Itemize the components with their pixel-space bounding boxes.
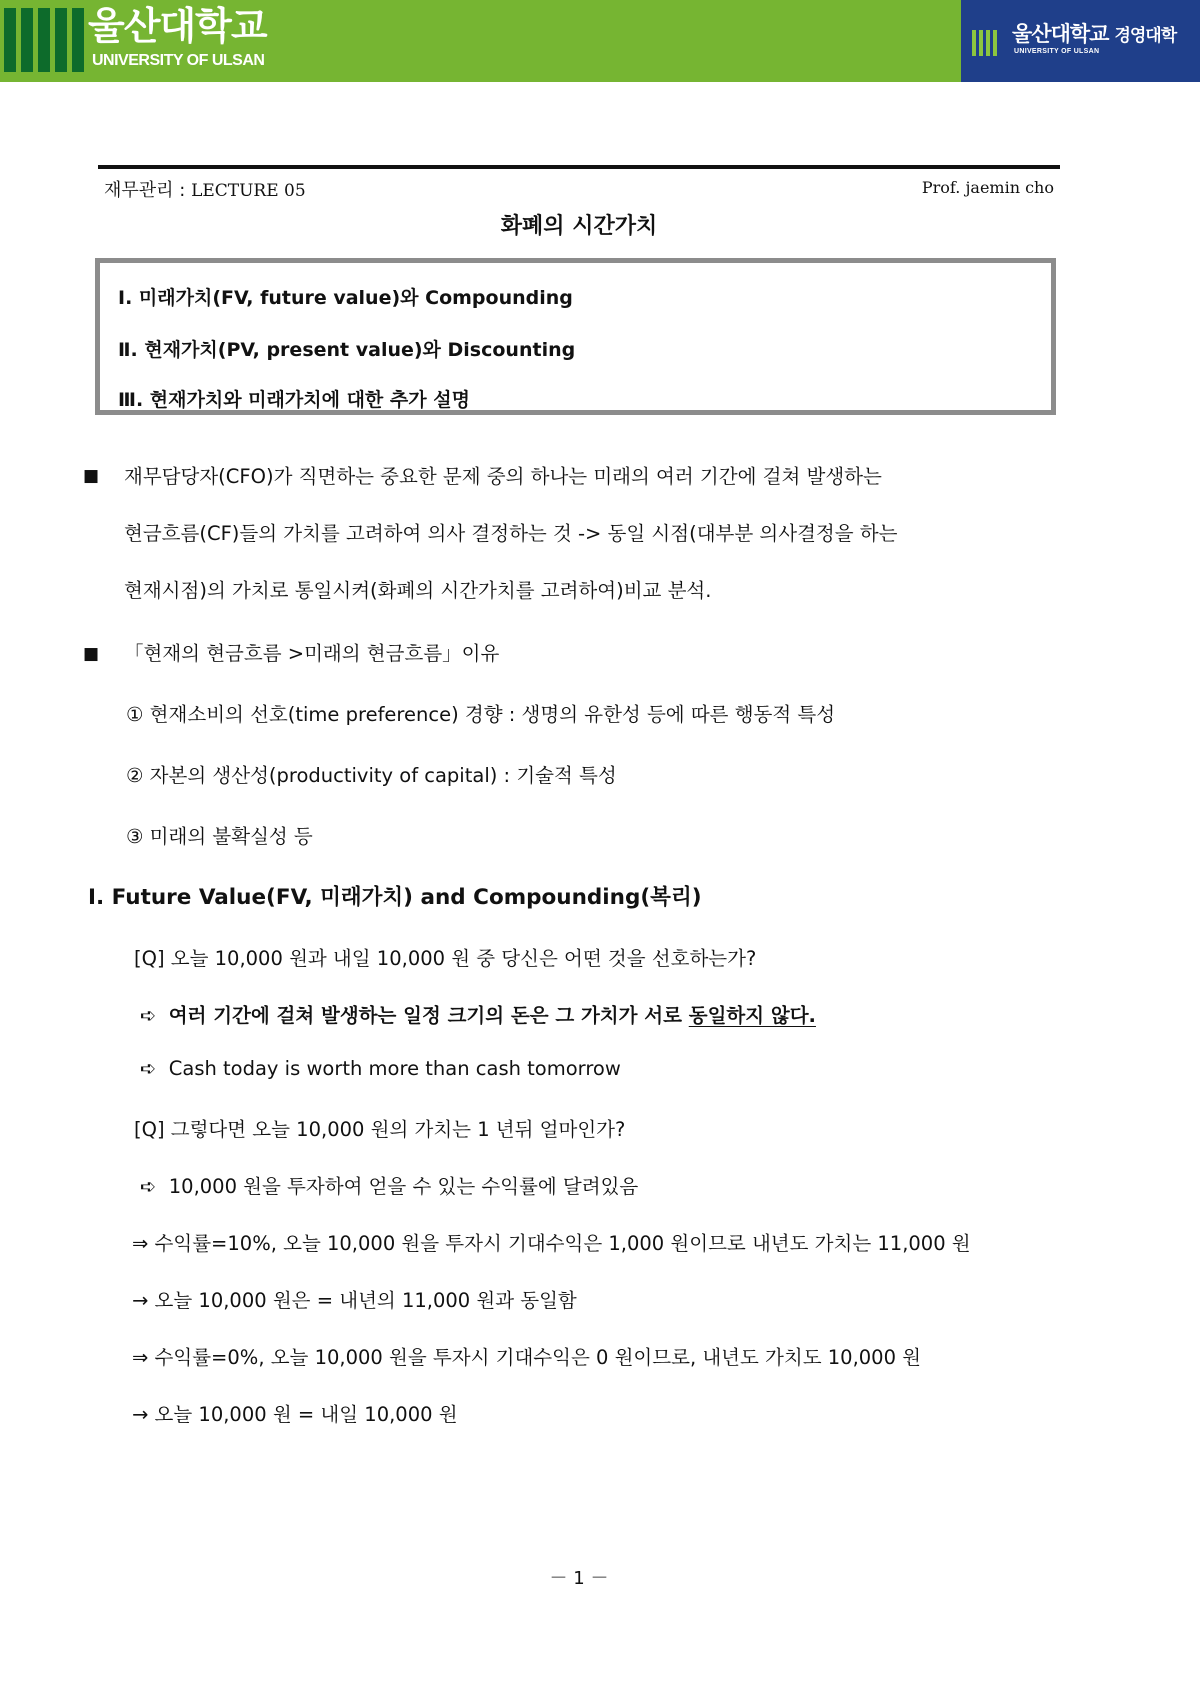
arrow-icon: ➪ <box>140 1004 157 1027</box>
table-of-contents <box>95 258 1056 415</box>
example-line-2: → 오늘 10,000 원은 = 내년의 11,000 원과 동일함 <box>132 1289 577 1312</box>
reasons-heading: 「현재의 현금흐름 >미래의 현금흐름」이유 <box>124 642 500 665</box>
arrow-icon: ➪ <box>140 1175 157 1198</box>
course-name: 재무관리 : <box>104 180 192 201</box>
paragraph-1-line-1: 재무담당자(CFO)가 직면하는 중요한 문제 중의 하나는 미래의 여러 기간에 걸쳐 발생하는 <box>124 465 882 488</box>
college-logo-korean: 울산대학교 <box>1012 22 1109 46</box>
bullet-icon: ■ <box>83 644 100 664</box>
answer-3 <box>140 1171 638 1199</box>
college-logo-text <box>1012 22 1176 48</box>
question-2: [Q] 그렇다면 오늘 10,000 원의 가치는 1 년뒤 얼마인가? <box>134 1118 626 1141</box>
answer-3-text: 10,000 원을 투자하여 얻을 수 있는 수익률에 달려있음 <box>168 1175 639 1198</box>
header-rule <box>98 165 1060 169</box>
college-name: 경영대학 <box>1114 26 1177 46</box>
logo-english: UNIVERSITY OF ULSAN <box>92 52 265 69</box>
answer-1-underlined: 동일하지 않다. <box>688 1004 816 1027</box>
paragraph-1-line-2: 현금흐름(CF)들의 가치를 고려하여 의사 결정하는 것 -> 동일 시점(대부분 의사결정을 하는 <box>124 522 898 545</box>
logo-bars-icon <box>4 8 89 72</box>
bullet-icon: ■ <box>83 466 100 486</box>
answer-1-text: 여러 기간에 걸쳐 발생하는 일정 크기의 돈은 그 가치가 서로 <box>168 1004 689 1027</box>
section-heading: Ⅰ. Future Value(FV, 미래가치) and Compounding(복리) <box>88 885 702 910</box>
professor-name: Prof. jaemin cho <box>921 178 1054 197</box>
reason-2: ② 자본의 생산성(productivity of capital) : 기술적 특성 <box>126 764 617 787</box>
example-line-3: ⇒ 수익률=0%, 오늘 10,000 원을 투자시 기대수익은 0 원이므로, 내년도 가치도 10,000 원 <box>132 1346 922 1369</box>
reason-3: ③ 미래의 불확실성 등 <box>126 825 313 848</box>
college-logo-bars-icon <box>972 30 1000 56</box>
paragraph-1-line-3: 현재시점)의 가치로 통일시켜(화폐의 시간가치를 고려하여)비교 분석. <box>124 579 712 602</box>
answer-2 <box>140 1057 621 1080</box>
page-number: － 1 － <box>549 1568 609 1589</box>
lecture-number: LECTURE 05 <box>191 181 306 201</box>
toc-item-2: Ⅱ. 현재가치(PV, present value)와 Discounting <box>118 339 576 361</box>
reason-1: ① 현재소비의 선호(time preference) 경향 : 생명의 유한성 등에 따른 행동적 특성 <box>126 703 836 726</box>
course-label <box>104 176 306 202</box>
toc-item-3: Ⅲ. 현재가치와 미래가치에 대한 추가 설명 <box>118 389 470 411</box>
university-banner <box>0 0 1200 82</box>
logo-korean: 울산대학교 <box>88 4 267 48</box>
answer-2-text: Cash today is worth more than cash tomorrow <box>168 1057 621 1080</box>
college-logo-english: UNIVERSITY OF ULSAN <box>1014 48 1100 55</box>
example-line-4: → 오늘 10,000 원 = 내일 10,000 원 <box>132 1403 458 1426</box>
toc-item-1: Ⅰ. 미래가치(FV, future value)와 Compounding <box>118 287 573 309</box>
page-title: 화폐의 시간가치 <box>500 214 658 239</box>
question-1: [Q] 오늘 10,000 원과 내일 10,000 원 중 당신은 어떤 것을 선호하는가? <box>134 947 757 970</box>
arrow-icon: ➪ <box>140 1057 157 1080</box>
example-line-1: ⇒ 수익률=10%, 오늘 10,000 원을 투자시 기대수익은 1,000 원이므로 내년도 가치는 11,000 원 <box>132 1232 971 1255</box>
answer-1 <box>140 1000 816 1028</box>
